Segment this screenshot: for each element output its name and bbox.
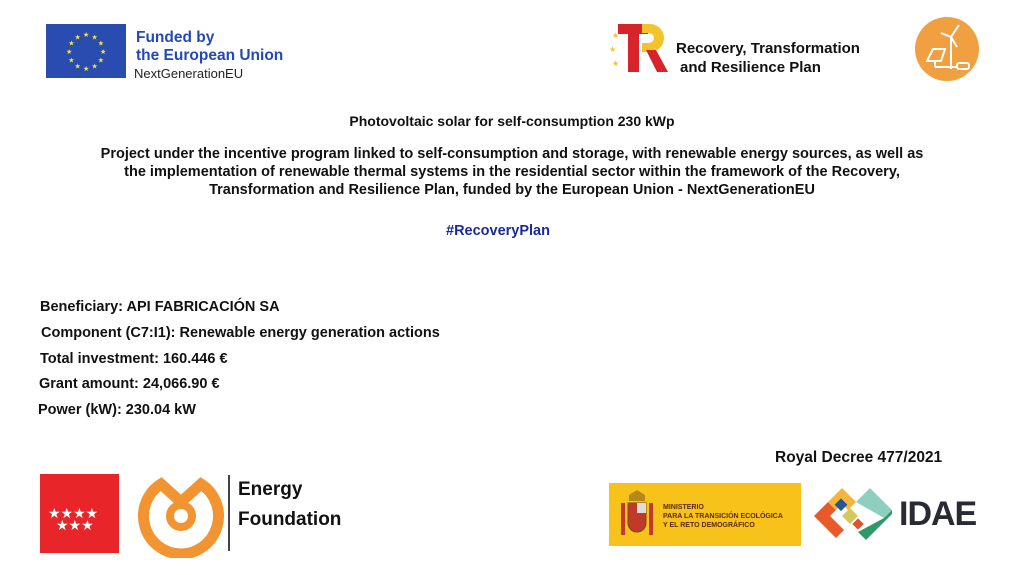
renewable-energy-icon [915, 17, 979, 81]
eu-star-icon: ★ [66, 49, 73, 56]
description-line: Project under the incentive program linked to self-consumption and storage, with renewable energy sources, as well as [100, 146, 924, 162]
eu-star-icon: ★ [91, 34, 98, 42]
spain-coat-of-arms-icon [617, 489, 657, 541]
project-description [0, 145, 1024, 199]
madrid-flag-logo [40, 474, 119, 553]
recovery-plan-tr-logo [606, 22, 668, 74]
eu-star-icon: ★ [68, 40, 75, 48]
ministry-line: PARA LA TRANSICIÓN ECOLÓGICA [663, 513, 783, 520]
energy-foundation-line1: Energy [238, 479, 303, 500]
eu-funded-line1: Funded by [136, 29, 215, 46]
svg-text:★: ★ [612, 59, 620, 68]
eu-star-icon: ★ [100, 49, 107, 56]
recovery-plan-line2: and Resilience Plan [680, 59, 821, 76]
energy-foundation-line2: Foundation [238, 509, 342, 530]
logo-divider [228, 475, 230, 551]
eu-star-icon: ★ [97, 40, 105, 48]
eu-star-icon: ★ [83, 32, 90, 39]
eu-flag-logo [46, 24, 126, 78]
project-title: Photovoltaic solar for self-consumption 230 kWp [349, 113, 675, 129]
beneficiary-text: Beneficiary: API FABRICACIÓN SA [40, 299, 280, 315]
power-text: Power (kW): 230.04 kW [38, 402, 196, 418]
eu-star-icon: ★ [68, 57, 75, 65]
idae-logo-mark [812, 486, 894, 546]
eu-star-icon: ★ [83, 66, 90, 73]
idae-text: IDAE [899, 495, 977, 533]
ministry-logo [609, 483, 801, 546]
eu-funded-text [136, 29, 283, 65]
recovery-plan-line1: Recovery, Transformation [676, 40, 860, 57]
ministry-line: MINISTERIO [663, 504, 704, 511]
description-line: the implementation of renewable thermal systems in the residential sector within the framework of the Recovery, [124, 164, 900, 180]
svg-text:★★★★: ★★★★ [48, 506, 99, 522]
eu-star-icon: ★ [91, 63, 98, 71]
ministry-line: Y EL RETO DEMOGRÁFICO [663, 522, 755, 529]
eu-star-icon: ★ [74, 63, 81, 71]
energy-foundation-logo [136, 470, 226, 558]
component-text: Component (C7:I1): Renewable energy generation actions [41, 325, 440, 341]
energy-foundation-text [238, 475, 341, 535]
ministry-text [663, 503, 783, 530]
eu-funded-line2: the European Union [136, 47, 284, 64]
total-investment-text: Total investment: 160.446 € [40, 351, 228, 367]
grant-amount-text: Grant amount: 24,066.90 € [39, 376, 220, 392]
eu-star-icon: ★ [74, 34, 81, 42]
svg-text:★: ★ [609, 45, 617, 54]
hashtag: #RecoveryPlan [446, 223, 550, 239]
description-line: Transformation and Resilience Plan, funded by the European Union - NextGenerationEU [209, 182, 815, 198]
svg-text:★★★: ★★★ [56, 518, 94, 534]
svg-text:★: ★ [612, 31, 620, 40]
eu-star-icon: ★ [97, 57, 105, 65]
next-generation-eu-text: NextGenerationEU [134, 66, 244, 81]
royal-decree-text: Royal Decree 477/2021 [775, 449, 943, 466]
recovery-plan-text [676, 39, 860, 77]
